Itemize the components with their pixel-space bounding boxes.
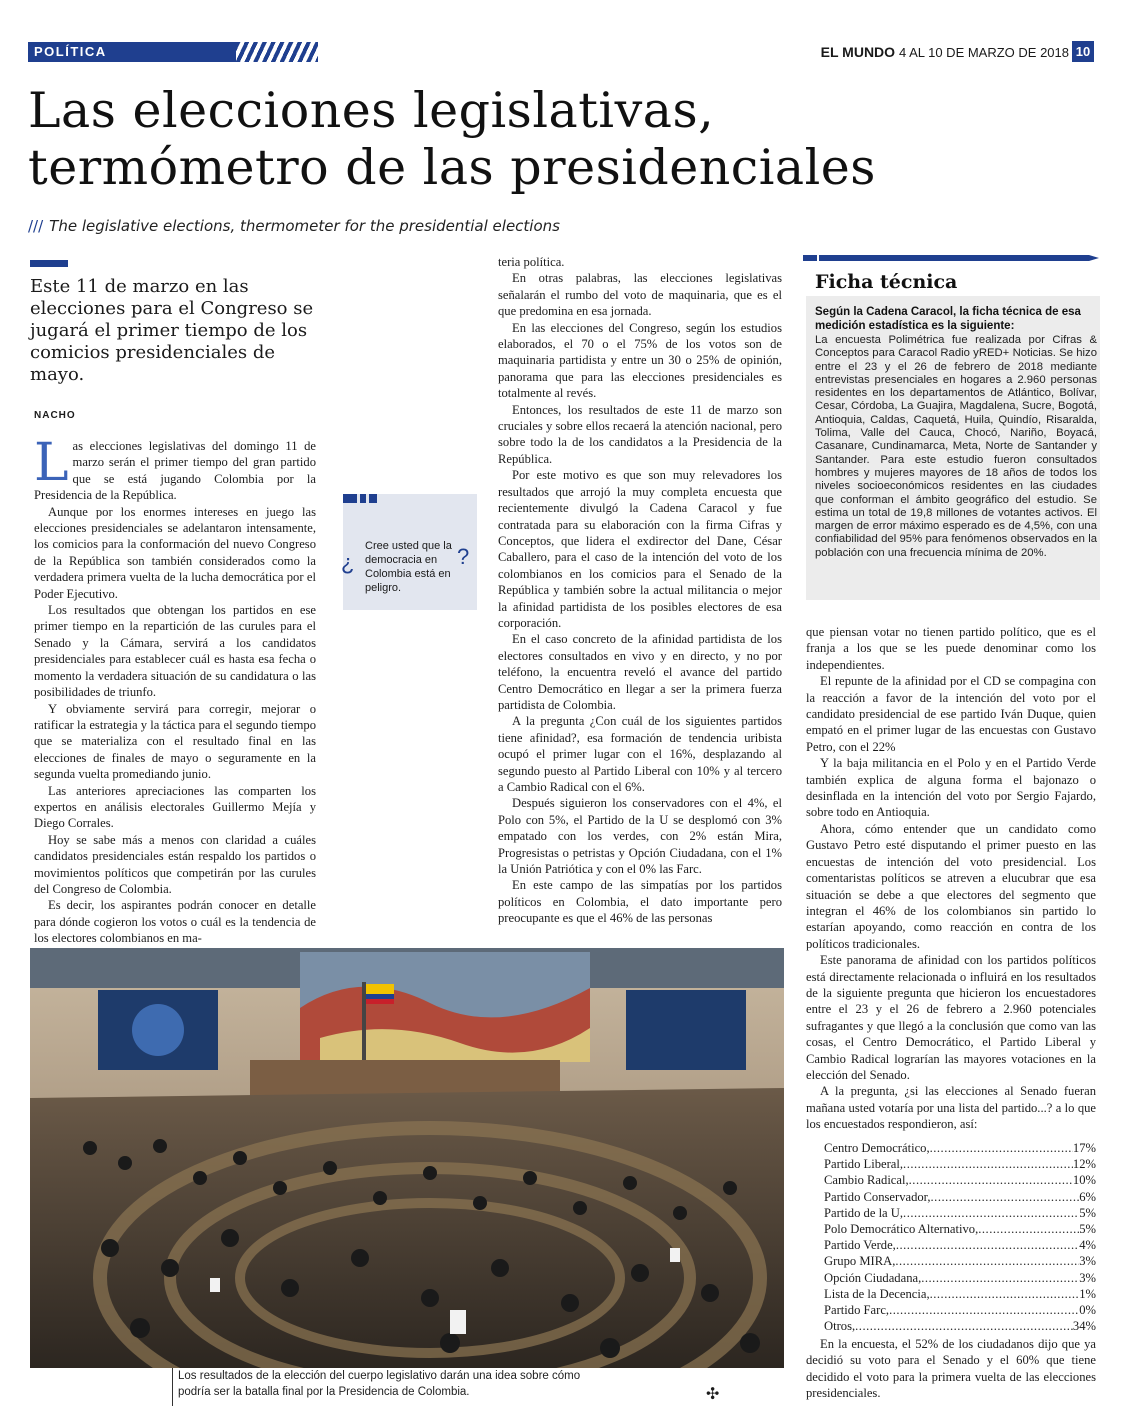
issue-date: 4 AL 10 DE MARZO DE 2018 xyxy=(898,45,1069,60)
poll-row: Opción Ciudadana, ..... 3% xyxy=(824,1270,1096,1286)
paragraph: Las anteriores apreciaciones las comparten los expertos en análisis electorales Guillermo Mejía y Diego Corrales. xyxy=(34,783,316,831)
article-column-1 xyxy=(34,433,316,947)
paragraph: Es decir, los aspirantes podrán conocer en detalle para dónde cogieron los votos o cuál es la tendencia de los electores colombianos en ma- xyxy=(34,898,316,946)
byline: NACHO xyxy=(34,410,76,421)
paragraph: En la encuesta, el 52% de los ciudadanos dijo que ya decidió su voto para el Senado y el 60% que tiene decidido el voto para la primera vuelta de las elecciones presidenciales. xyxy=(806,1337,1096,1401)
poll-row: Lista de la Decencia, ..... 1% xyxy=(824,1286,1096,1302)
section-tag: POLÍTICA xyxy=(28,42,236,62)
congress-chamber-image xyxy=(30,948,784,1368)
subtitle-text: The legislative elections, thermometer for the presidential elections xyxy=(49,217,560,235)
ficha-tecnica-title: Ficha técnica xyxy=(815,271,958,293)
poll-row: Polo Democrático Alternativo, ..... 5% xyxy=(824,1221,1096,1237)
headline-line-2: termómetro de las presidenciales xyxy=(28,139,876,196)
paragraph: El repunte de la afinidad por el CD se compagina con la reacción a favor de la intención del voto por el candidato presidencial de ese partido Iván Duque, quien empató en el primer lugar de las encuestas con Gustavo Petro, con el 22% xyxy=(806,674,1096,754)
poll-row: Partido Verde, ..... 4% xyxy=(824,1237,1096,1253)
page-number: 10 xyxy=(1072,41,1094,62)
article-column-3 xyxy=(806,624,1096,1133)
section-stripes xyxy=(236,42,318,62)
paragraph: Ahora, cómo entender que un candidato como Gustavo Petro esté disputando el primer puesto en las encuestas de intención del voto presidencial. Los comentaristas políticos se atreven a elucubrar que esa situación se debe a que electores del segmento que integran el 46% de los colombianos sin partido lo estarían apoyando, como reacción en contra de los políticos tradicionales. xyxy=(806,821,1096,951)
quote-box-text: Cree usted que la democracia en Colombia está en peligro. xyxy=(365,540,452,594)
close-question-mark: ? xyxy=(457,544,470,569)
poll-row: Cambio Radical, ..... 10% xyxy=(824,1172,1096,1188)
congress-photo xyxy=(30,948,784,1368)
paragraph: En otras palabras, las elecciones legislativas señalarán el rumbo del voto de maquinaria, que es el que predomina en esa jornada. xyxy=(498,271,782,319)
paragraph: Hoy se sabe más a menos con claridad a cuáles candidatos presidenciales están respaldo los partidos o movimientos políticos que competirán por las curules del Congreso de Colombia. xyxy=(34,832,316,896)
paragraph: En el caso concreto de la afinidad partidista de los electores consultados en vivo y en directo, y no por teléfono, la encuentra reveló el avance del partido Centro Democrático en llegar a ser la primera fuerza partidista de Colombia. xyxy=(498,632,782,712)
paragraph: A la pregunta, ¿si las elecciones al Senado fueran mañana usted votaría por una lista del partido...? a lo que los encuestados respondieron, así: xyxy=(806,1084,1096,1132)
paragraph: Aunque por los enormes intereses en juego las elecciones presidenciales se adelantaron intensamente, los comicios para la conformación del nuevo Congreso de la República son también considerados como la verdadera primera vuelta de la lucha democrática por el Poder Ejecutivo. xyxy=(34,504,316,601)
poll-row: Centro Democrático, ..... 17% xyxy=(824,1140,1096,1156)
quote-box xyxy=(343,494,477,610)
paragraph: Por este motivo es que son muy relevadores los resultados que arrojó la muy completa encuesta que recientemente divulgó la Cadena Caracol y fue contratada para su elaboración con la firma Cifras y Conceptos, que lidera el exdirector del Dane, César Caballero, para el caso de la intención del voto de los colombianos en los comicios para el Senado de la República y también sobre la actual militancia o mejor la afinidad partidista de los posibles electores de esa corporación. xyxy=(498,468,782,630)
paragraph: Este panorama de afinidad con los partidos políticos está directamente relacionada o influirá en los resultados de la siguiente pregunta que hicieron los encuestadores entre el 23 y el 26 de febrero a 2.960 potenciales sufragantes y que llegó a la conclusión que como van las cosas, el Centro Democrático, el Partido Liberal y Cambio Radical lograrían las mayores votaciones en la elección del Senado. xyxy=(806,953,1096,1082)
subtitle-slashes: /// xyxy=(28,217,44,235)
folio-ornament-icon: ✣ xyxy=(706,1384,720,1403)
article-column-2 xyxy=(498,254,782,927)
closing-paragraph xyxy=(806,1336,1096,1402)
paragraph: En las elecciones del Congreso, según los estudios elaborados, el 70 o el 75% de los votos son de maquinaria partidista y entre un 30 o 25% de opinión, panorama que para las elecciones presidenciales es totalmente al revés. xyxy=(498,320,782,401)
senate-poll-list xyxy=(824,1140,1096,1334)
publication-name: EL MUNDO xyxy=(820,44,896,60)
lead-paragraph: Este 11 de marzo en las elecciones para el Congreso se jugará el primer tiempo de los comicios presidenciales de mayo. xyxy=(30,276,314,385)
paragraph: Los resultados que obtengan los partidos en ese primer tiempo en la repartición de las curules para el Senado y la Cámara, servirá a los candidatos presidenciales para establecer cuál es hasta esa fecha o momento la verdadera situación de su candidatura o las posibilidades de triunfo. xyxy=(34,603,316,700)
paragraph: En este campo de las simpatías por los partidos políticos en Colombia, el dato importante pero preocupante es que el 46% de las personas xyxy=(498,878,782,926)
poll-row: Partido Conservador, ..... 6% xyxy=(824,1189,1096,1205)
poll-row: Partido de la U, ..... 5% xyxy=(824,1205,1096,1221)
subtitle xyxy=(28,217,560,235)
first-paragraph xyxy=(34,433,316,504)
ficha-tecnica-body: La encuesta Polimétrica fue realizada por Cifras & Conceptos para Caracol Radio yRED+ Noticias. Se hizo entre el 23 y el 26 de febrero de 2018 mediante entrevistas presenciales en hogares a 2.960 personas residentes en los departamentos de Atlántico, Bolívar, Cesar, Córdoba, La Guajira, Magdalena, Sucre, Bogotá, Antioquia, Caldas, Caquetá, Huila, Quindío, Risaralda, Tolima, Valle del Cauca, Chocó, Nariño, Boyacá, Casanare, Cundinamarca, Meta, Norte de Santander y Santander. Para este estudio fueron consultados hombres y mujeres mayores de 18 años de todos los niveles socioeconómicos residentes en las ciudades que conforman el ámbito geográfico del estudio. Se estima un total de 19,8 millones de votantes activos. El margen de error máximo esperado es de 4,5%, con una confiabilidad del 95% para fenómenos observados en la población con una frecuencia mínima de 20%. xyxy=(815,334,1097,559)
poll-row: Grupo MIRA, ..... 3% xyxy=(824,1253,1096,1269)
dropcap: L xyxy=(34,433,69,493)
issue-line xyxy=(821,44,1069,60)
ficha-tecnica-lead: Según la Cadena Caracol, la ficha técnica de esa medición estadística es la siguiente: xyxy=(815,306,1081,332)
paragraph-continued: que piensan votar no tienen partido político, que es el franja a los que se les puede denominar como los independientes. xyxy=(806,625,1096,672)
photo-caption: Los resultados de la elección del cuerpo legislativo darán una idea sobre cómo podría ser la batalla final por la Presidencia de Colombia. xyxy=(178,1370,581,1398)
pencil-icon xyxy=(803,254,1099,262)
headline xyxy=(28,82,1028,196)
open-question-mark: ¿ xyxy=(341,550,355,575)
paragraph: Entonces, los resultados de este 11 de marzo son cruciales y sobre ellos recaerá la atención nacional, pero sobre todo la de los candidatos a la Presidencia de la República. xyxy=(498,402,782,466)
paragraph-continued: teria política. xyxy=(498,255,565,269)
poll-row: Otros, ..... 34% xyxy=(824,1318,1096,1334)
quote-box-bars xyxy=(343,494,377,503)
first-paragraph-text: as elecciones legislativas del domingo 11 de marzo serán el primer tiempo del gran partido que se está jugando Colombia por la Presidencia de la República. xyxy=(34,439,316,503)
paragraph: Después siguieron los conservadores con el 4%, el Polo con 5%, el Partido de la U se desplomó con 3% empatado con los verdes, con 2% están Mira, Progresistas o petristas y Opción Ciudadana, con el 1% la Unión Patriótica y con el 0% las Farc. xyxy=(498,796,782,877)
lead-accent-bar xyxy=(30,260,68,267)
poll-row: Partido Farc, ..... 0% xyxy=(824,1302,1096,1318)
paragraph: A la pregunta ¿Con cuál de los siguientes partidos tiene afinidad?, esa formación de tendencia uribista ocupó el primer lugar con el 16%, desplazando al segundo puesto al Partido Liberal con 10% y al tercero a Cambio Radical con el 6%. xyxy=(498,714,782,794)
paragraph: Y la baja militancia en el Polo y en el Partido Verde también explica de alguna forma el bajonazo o desinflada en la intención del voto por Sergio Fajardo, sobre todo en Antioquia. xyxy=(806,756,1096,820)
headline-line-1: Las elecciones legislativas, xyxy=(28,82,715,139)
poll-row: Partido Liberal, ..... 12% xyxy=(824,1156,1096,1172)
paragraph: Y obviamente servirá para corregir, mejorar o ratificar la estrategia y la táctica para el segundo tiempo que se materializa con el resultado final en las elecciones de finales de mayo o seguramente en la segunda vuelta promediando junio. xyxy=(34,701,316,782)
